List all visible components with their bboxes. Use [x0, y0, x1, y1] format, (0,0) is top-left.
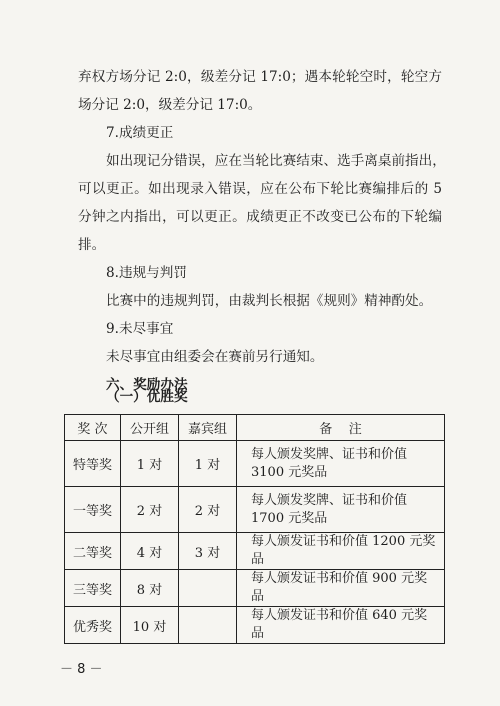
table-header-row — [65, 415, 445, 441]
paragraph-line: 未尽事宜由组委会在赛前另行通知。 — [106, 349, 324, 365]
table-cell: 每人颁发证书和价值 640 元奖品 — [237, 607, 445, 644]
paragraph-line: 比赛中的违规判罚，由裁判长根据《规则》精神酌处。 — [106, 293, 433, 309]
section-heading-8: 8.违规与判罚 — [106, 265, 187, 281]
table-cell: 3 对 — [179, 533, 237, 570]
table-row — [65, 533, 445, 570]
table-cell: 1 对 — [121, 441, 179, 487]
section-heading-awards: 六、奖励办法 — [106, 377, 188, 393]
table-cell: 2 对 — [121, 487, 179, 533]
table-cell: 优秀奖 — [65, 607, 121, 644]
paragraph-line: 分钟之内指出，可以更正。成绩更正不改变已公布的下轮编 — [78, 209, 442, 225]
table-cell: 一等奖 — [65, 487, 121, 533]
paragraph-line: 场分记 2:0，级差分记 17:0。 — [78, 97, 262, 113]
table-cell: 二等奖 — [65, 533, 121, 570]
table-cell: 10 对 — [121, 607, 179, 644]
table-cell: 每人颁发奖牌、证书和价值 1700 元奖品 — [237, 487, 445, 533]
table-cell: 每人颁发证书和价值 1200 元奖品 — [237, 533, 445, 570]
column-header: 奖 次 — [65, 415, 121, 441]
column-header: 嘉宾组 — [179, 415, 237, 441]
section-heading-7: 7.成绩更正 — [106, 125, 174, 141]
paragraph-line: 排。 — [78, 237, 106, 253]
table-row — [65, 607, 445, 644]
table-row — [65, 441, 445, 487]
page-number: － 8 － — [60, 662, 103, 677]
table-cell: 8 对 — [121, 570, 179, 607]
table-cell: 1 对 — [179, 441, 237, 487]
table-cell — [179, 570, 237, 607]
table-cell — [179, 607, 237, 644]
subsection-heading-winners: （一）优胜奖 — [106, 389, 188, 405]
table-cell: 特等奖 — [65, 441, 121, 487]
table-row — [65, 570, 445, 607]
table-cell: 三等奖 — [65, 570, 121, 607]
table-cell: 2 对 — [179, 487, 237, 533]
table-cell: 4 对 — [121, 533, 179, 570]
paragraph-line: 如出现记分错误，应在当轮比赛结束、选手离桌前指出， — [106, 153, 446, 169]
column-header: 公开组 — [121, 415, 179, 441]
paragraph-line: 可以更正。如出现录入错误，应在公布下轮比赛编排后的 5 — [78, 181, 442, 197]
column-header: 备 注 — [237, 415, 445, 441]
table-cell: 每人颁发证书和价值 900 元奖品 — [237, 570, 445, 607]
awards-table — [64, 414, 445, 644]
paragraph-line: 弃权方场分记 2:0，级差分记 17:0；遇本轮轮空时，轮空方 — [78, 69, 442, 85]
table-row — [65, 487, 445, 533]
section-heading-9: 9.未尽事宜 — [106, 321, 174, 337]
table-cell: 每人颁发奖牌、证书和价值 3100 元奖品 — [237, 441, 445, 487]
